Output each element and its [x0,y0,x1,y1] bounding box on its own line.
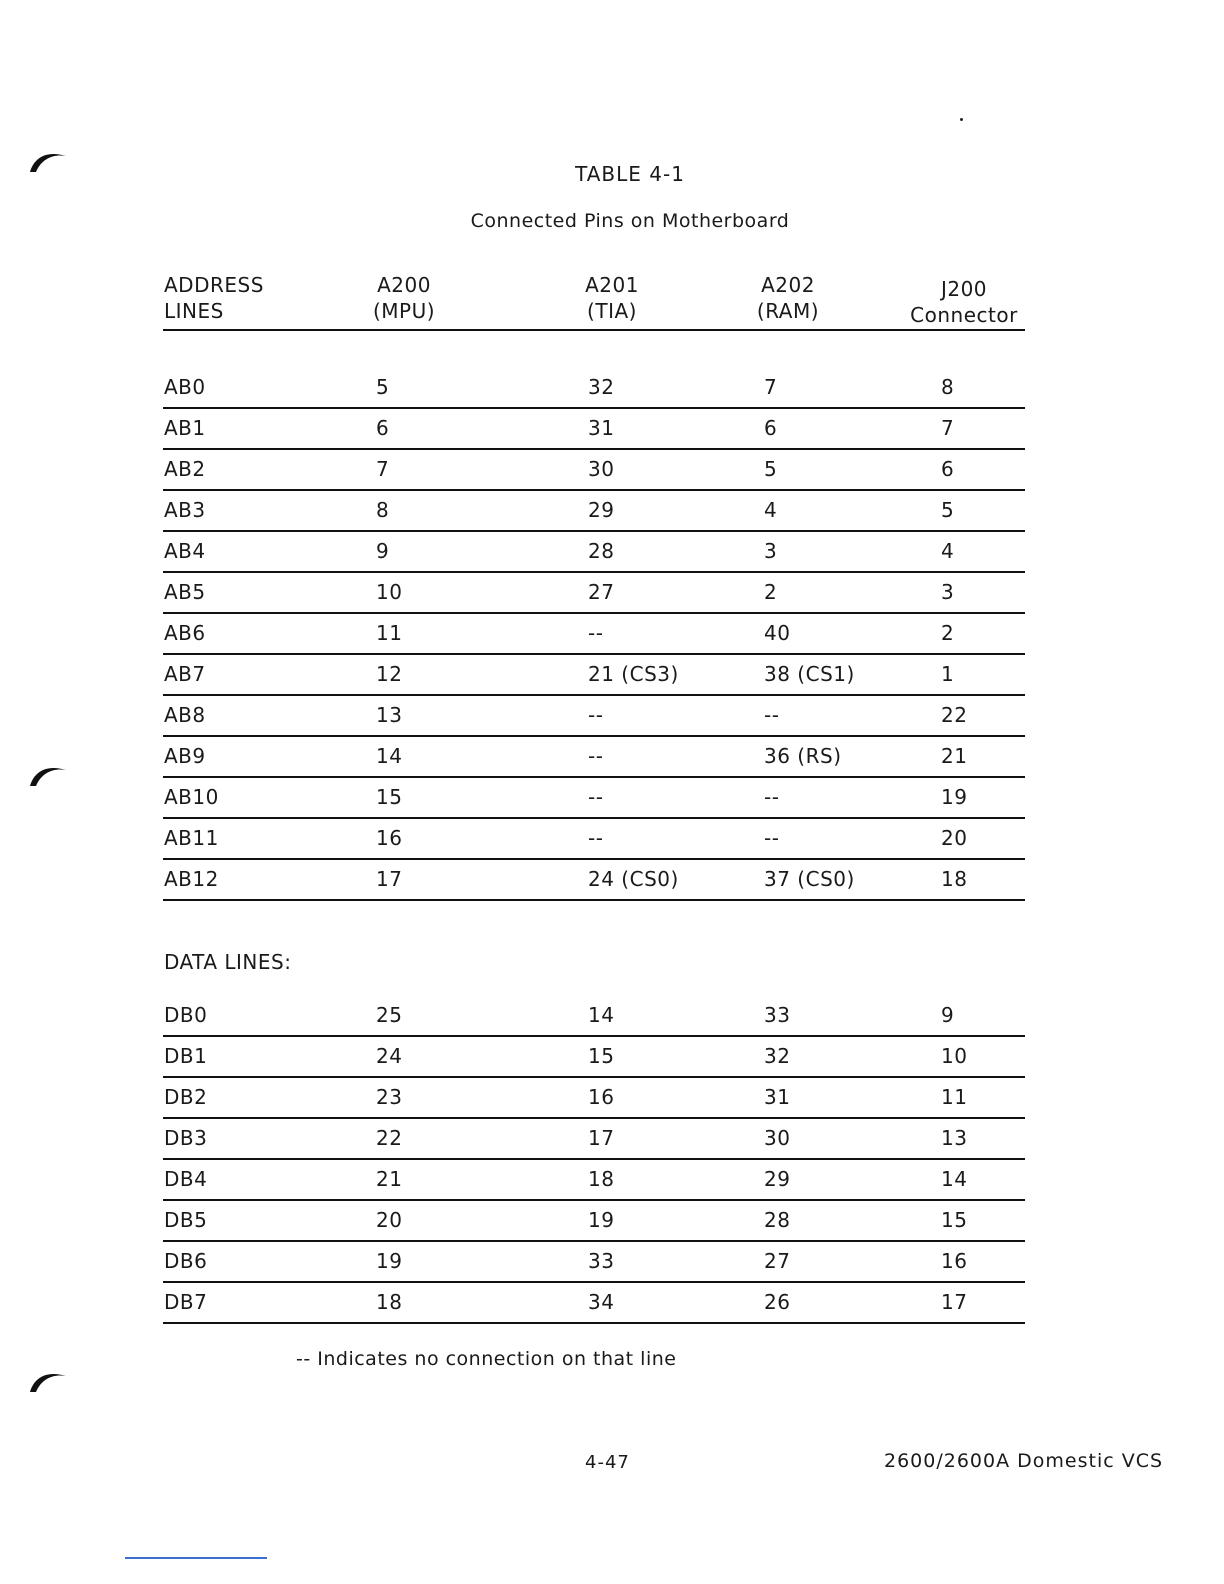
table-cell: 14 [941,1167,968,1191]
table-cell: 4 [764,498,778,522]
table-cell: 20 [376,1208,403,1232]
table-cell: 15 [376,785,403,809]
table-cell: 22 [376,1126,403,1150]
table-cell: 24 (CS0) [588,867,679,891]
table-cell: 16 [941,1249,968,1273]
table-cell: 17 [941,1290,968,1314]
table-row [163,409,1025,450]
table-row [163,996,1025,1037]
header-address-lines: ADDRESS LINES [164,273,264,323]
table-cell: 25 [376,1003,403,1027]
table-cell: AB12 [164,867,219,891]
table-cell: 14 [376,744,403,768]
table-cell: -- [588,703,604,727]
table-cell: DB6 [164,1249,208,1273]
table-cell: 15 [588,1044,615,1068]
table-cell: 34 [588,1290,615,1314]
table-cell: 40 [764,621,791,645]
table-cell: 38 (CS1) [764,662,855,686]
table-cell: 15 [941,1208,968,1232]
table-cell: 12 [376,662,403,686]
table-cell: 33 [764,1003,791,1027]
table-cell: 24 [376,1044,403,1068]
table-cell: 5 [376,375,390,399]
header-j200: J200 Connector [910,277,1018,327]
table-cell: AB11 [164,826,219,850]
table-cell: 30 [588,457,615,481]
table-cell: 2 [941,621,955,645]
header-a201: A201 (TIA) [585,273,639,323]
table-row [163,368,1025,409]
table-row [163,737,1025,778]
table-cell: AB0 [164,375,206,399]
table-cell: AB1 [164,416,206,440]
table-row [163,1119,1025,1160]
table-row [163,573,1025,614]
table-cell: DB4 [164,1167,208,1191]
table-cell: 9 [941,1003,955,1027]
binder-hole-mark-icon [28,762,68,788]
table-cell: 11 [941,1085,968,1109]
table-row [163,614,1025,655]
table-cell: 29 [588,498,615,522]
table-cell: 31 [764,1085,791,1109]
table-cell: 7 [376,457,390,481]
table-cell: 18 [588,1167,615,1191]
table-cell: 14 [588,1003,615,1027]
table-cell: AB8 [164,703,206,727]
table-cell: 19 [941,785,968,809]
table-row [163,778,1025,819]
table-cell: 20 [941,826,968,850]
table-cell: 9 [376,539,390,563]
table-cell: AB2 [164,457,206,481]
table-cell: 29 [764,1167,791,1191]
table-cell: 3 [941,580,955,604]
table-cell: DB1 [164,1044,208,1068]
table-row [163,819,1025,860]
table-cell: 10 [941,1044,968,1068]
table-cell: 13 [941,1126,968,1150]
table-cell: AB6 [164,621,206,645]
data-lines-label: DATA LINES: [164,950,292,974]
table-cell: 4 [941,539,955,563]
table-cell: 11 [376,621,403,645]
table-cell: 13 [376,703,403,727]
table-cell: 30 [764,1126,791,1150]
table-cell: 27 [764,1249,791,1273]
table-cell: -- [764,703,780,727]
table-cell: 18 [376,1290,403,1314]
table-cell: 28 [764,1208,791,1232]
table-cell: 18 [941,867,968,891]
table-cell: -- [764,785,780,809]
page-number: 4-47 [585,1452,630,1473]
table-cell: 7 [764,375,778,399]
table-cell: DB3 [164,1126,208,1150]
table-cell: AB5 [164,580,206,604]
table-cell: DB7 [164,1290,208,1314]
table-row [163,1037,1025,1078]
document-title: 2600/2600A Domestic VCS [884,1450,1164,1472]
table-cell: -- [588,621,604,645]
table-cell: 17 [376,867,403,891]
data-lines-table [163,996,1025,1324]
table-row [163,532,1025,573]
address-lines-table [163,368,1025,901]
table-subtitle: Connected Pins on Motherboard [470,210,790,232]
table-cell: 32 [588,375,615,399]
table-cell: 5 [764,457,778,481]
table-cell: 21 [376,1167,403,1191]
table-cell: 31 [588,416,615,440]
header-a202: A202 (RAM) [756,273,820,323]
table-row [163,1242,1025,1283]
table-row [163,1160,1025,1201]
footnote: -- Indicates no connection on that line [296,1348,677,1370]
table-cell: AB7 [164,662,206,686]
table-title: TABLE 4-1 [575,162,685,186]
table-cell: 28 [588,539,615,563]
table-cell: AB10 [164,785,219,809]
table-cell: 16 [588,1085,615,1109]
table-cell: 8 [376,498,390,522]
table-row [163,1201,1025,1242]
table-row [163,655,1025,696]
table-cell: 19 [588,1208,615,1232]
table-cell: DB5 [164,1208,208,1232]
table-cell: AB3 [164,498,206,522]
header-rule [163,329,1025,331]
table-cell: AB4 [164,539,206,563]
table-cell: 7 [941,416,955,440]
table-cell: 37 (CS0) [764,867,855,891]
table-cell: 36 (RS) [764,744,842,768]
table-cell: 1 [941,662,955,686]
table-cell: 8 [941,375,955,399]
table-cell: 27 [588,580,615,604]
table-cell: 32 [764,1044,791,1068]
table-cell: 6 [764,416,778,440]
table-row [163,1078,1025,1119]
table-cell: 33 [588,1249,615,1273]
header-a200: A200 (MPU) [372,273,436,323]
table-cell: 26 [764,1290,791,1314]
table-cell: 5 [941,498,955,522]
table-row [163,491,1025,532]
table-cell: 10 [376,580,403,604]
speck [960,118,963,121]
table-cell: 17 [588,1126,615,1150]
table-cell: 19 [376,1249,403,1273]
table-cell: 6 [941,457,955,481]
table-cell: DB0 [164,1003,208,1027]
table-cell: 16 [376,826,403,850]
binder-hole-mark-icon [28,1368,68,1394]
table-cell: 21 [941,744,968,768]
table-cell: 6 [376,416,390,440]
table-row [163,860,1025,901]
table-cell: -- [588,826,604,850]
table-cell: -- [764,826,780,850]
table-cell: DB2 [164,1085,208,1109]
table-cell: 2 [764,580,778,604]
table-cell: 23 [376,1085,403,1109]
table-cell: 22 [941,703,968,727]
table-row [163,1283,1025,1324]
table-row [163,450,1025,491]
table-cell: -- [588,785,604,809]
table-cell: AB9 [164,744,206,768]
table-cell: 3 [764,539,778,563]
table-cell: 21 (CS3) [588,662,679,686]
table-cell: -- [588,744,604,768]
table-row [163,696,1025,737]
bottom-rule [125,1557,267,1559]
